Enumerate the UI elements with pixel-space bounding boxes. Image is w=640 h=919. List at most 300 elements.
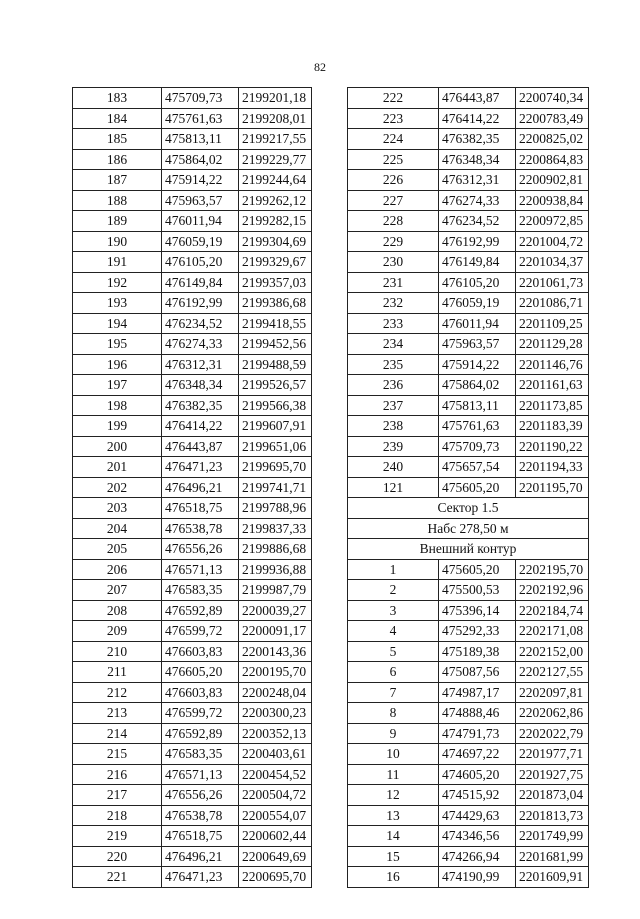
x-coordinate-cell: 474888,46 xyxy=(439,703,516,724)
x-coordinate-cell: 474429,63 xyxy=(439,805,516,826)
x-coordinate-cell: 474605,20 xyxy=(439,764,516,785)
point-number-cell: 224 xyxy=(348,129,439,150)
y-coordinate-cell: 2199304,69 xyxy=(239,231,312,252)
point-number-cell: 203 xyxy=(73,498,162,519)
table-row xyxy=(73,170,312,191)
table-row xyxy=(73,723,312,744)
point-number-cell: 199 xyxy=(73,416,162,437)
point-number-cell: 209 xyxy=(73,621,162,642)
table-row xyxy=(73,436,312,457)
point-number-cell: 186 xyxy=(73,149,162,170)
y-coordinate-cell: 2201183,39 xyxy=(516,416,589,437)
table-row xyxy=(348,190,589,211)
table-row xyxy=(348,334,589,355)
table-row xyxy=(73,641,312,662)
y-coordinate-cell: 2200902,81 xyxy=(516,170,589,191)
table-row xyxy=(348,149,589,170)
y-coordinate-cell: 2202127,55 xyxy=(516,662,589,683)
point-number-cell: 237 xyxy=(348,395,439,416)
y-coordinate-cell: 2199651,06 xyxy=(239,436,312,457)
coordinates-table-right xyxy=(347,87,589,888)
x-coordinate-cell: 476471,23 xyxy=(162,457,239,478)
table-row xyxy=(348,580,589,601)
point-number-cell: 232 xyxy=(348,293,439,314)
x-coordinate-cell: 476603,83 xyxy=(162,641,239,662)
x-coordinate-cell: 476496,21 xyxy=(162,477,239,498)
x-coordinate-cell: 476518,75 xyxy=(162,826,239,847)
y-coordinate-cell: 2200143,36 xyxy=(239,641,312,662)
y-coordinate-cell: 2199741,71 xyxy=(239,477,312,498)
y-coordinate-cell: 2200403,61 xyxy=(239,744,312,765)
point-number-cell: 239 xyxy=(348,436,439,457)
x-coordinate-cell: 476592,89 xyxy=(162,600,239,621)
y-coordinate-cell: 2199488,59 xyxy=(239,354,312,375)
point-number-cell: 214 xyxy=(73,723,162,744)
table-row xyxy=(348,785,589,806)
x-coordinate-cell: 474697,22 xyxy=(439,744,516,765)
point-number-cell: 218 xyxy=(73,805,162,826)
table-row xyxy=(348,682,589,703)
point-number-cell: 238 xyxy=(348,416,439,437)
table-row xyxy=(348,272,589,293)
y-coordinate-cell: 2201681,99 xyxy=(516,846,589,867)
x-coordinate-cell: 474987,17 xyxy=(439,682,516,703)
y-coordinate-cell: 2201146,76 xyxy=(516,354,589,375)
table-row xyxy=(348,744,589,765)
point-number-cell: 191 xyxy=(73,252,162,273)
sector-title-row xyxy=(348,498,589,519)
point-number-cell: 217 xyxy=(73,785,162,806)
point-number-cell: 235 xyxy=(348,354,439,375)
point-number-cell: 204 xyxy=(73,518,162,539)
y-coordinate-cell: 2199282,15 xyxy=(239,211,312,232)
point-number-cell: 185 xyxy=(73,129,162,150)
y-coordinate-cell: 2201977,71 xyxy=(516,744,589,765)
x-coordinate-cell: 475813,11 xyxy=(439,395,516,416)
x-coordinate-cell: 476571,13 xyxy=(162,764,239,785)
table-row xyxy=(73,457,312,478)
table-row xyxy=(73,88,312,109)
y-coordinate-cell: 2201927,75 xyxy=(516,764,589,785)
coordinates-table-left xyxy=(72,87,312,888)
point-number-cell: 230 xyxy=(348,252,439,273)
table-row xyxy=(348,375,589,396)
y-coordinate-cell: 2202192,96 xyxy=(516,580,589,601)
y-coordinate-cell: 2201173,85 xyxy=(516,395,589,416)
x-coordinate-cell: 476312,31 xyxy=(439,170,516,191)
y-coordinate-cell: 2201034,37 xyxy=(516,252,589,273)
point-number-cell: 229 xyxy=(348,231,439,252)
y-coordinate-cell: 2200972,85 xyxy=(516,211,589,232)
point-number-cell: 192 xyxy=(73,272,162,293)
y-coordinate-cell: 2201609,91 xyxy=(516,867,589,888)
y-coordinate-cell: 2199936,88 xyxy=(239,559,312,580)
x-coordinate-cell: 475914,22 xyxy=(162,170,239,191)
x-coordinate-cell: 474515,92 xyxy=(439,785,516,806)
x-coordinate-cell: 476274,33 xyxy=(439,190,516,211)
point-number-cell: 225 xyxy=(348,149,439,170)
x-coordinate-cell: 476149,84 xyxy=(439,252,516,273)
x-coordinate-cell: 475761,63 xyxy=(162,108,239,129)
table-row xyxy=(348,129,589,150)
contour-title-row xyxy=(348,539,589,560)
x-coordinate-cell: 476059,19 xyxy=(162,231,239,252)
point-number-cell: 190 xyxy=(73,231,162,252)
point-number-cell: 236 xyxy=(348,375,439,396)
table-row xyxy=(73,252,312,273)
x-coordinate-cell: 476605,20 xyxy=(162,662,239,683)
y-coordinate-cell: 2199262,12 xyxy=(239,190,312,211)
y-coordinate-cell: 2200248,04 xyxy=(239,682,312,703)
y-coordinate-cell: 2201749,99 xyxy=(516,826,589,847)
table-row xyxy=(348,764,589,785)
y-coordinate-cell: 2202171,08 xyxy=(516,621,589,642)
y-coordinate-cell: 2201161,63 xyxy=(516,375,589,396)
y-coordinate-cell: 2201061,73 xyxy=(516,272,589,293)
y-coordinate-cell: 2200300,23 xyxy=(239,703,312,724)
table-row xyxy=(73,703,312,724)
y-coordinate-cell: 2200554,07 xyxy=(239,805,312,826)
x-coordinate-cell: 476496,21 xyxy=(162,846,239,867)
point-number-cell: 16 xyxy=(348,867,439,888)
table-row xyxy=(348,416,589,437)
point-number-cell: 205 xyxy=(73,539,162,560)
y-coordinate-cell: 2199695,70 xyxy=(239,457,312,478)
y-coordinate-cell: 2202152,00 xyxy=(516,641,589,662)
point-number-cell: 188 xyxy=(73,190,162,211)
x-coordinate-cell: 476583,35 xyxy=(162,744,239,765)
y-coordinate-cell: 2200864,83 xyxy=(516,149,589,170)
table-row xyxy=(73,867,312,888)
sector-habs-row xyxy=(348,518,589,539)
point-number-cell: 202 xyxy=(73,477,162,498)
y-coordinate-cell: 2199208,01 xyxy=(239,108,312,129)
point-number-cell: 211 xyxy=(73,662,162,683)
point-number-cell: 189 xyxy=(73,211,162,232)
table-row xyxy=(73,744,312,765)
y-coordinate-cell: 2199229,77 xyxy=(239,149,312,170)
x-coordinate-cell: 476443,87 xyxy=(439,88,516,109)
x-coordinate-cell: 476583,35 xyxy=(162,580,239,601)
y-coordinate-cell: 2200649,69 xyxy=(239,846,312,867)
point-number-cell: 3 xyxy=(348,600,439,621)
y-coordinate-cell: 2199386,68 xyxy=(239,293,312,314)
y-coordinate-cell: 2199418,55 xyxy=(239,313,312,334)
table-row xyxy=(348,641,589,662)
point-number-cell: 13 xyxy=(348,805,439,826)
y-coordinate-cell: 2201086,71 xyxy=(516,293,589,314)
y-coordinate-cell: 2200825,02 xyxy=(516,129,589,150)
y-coordinate-cell: 2199217,55 xyxy=(239,129,312,150)
y-coordinate-cell: 2200352,13 xyxy=(239,723,312,744)
y-coordinate-cell: 2199837,33 xyxy=(239,518,312,539)
x-coordinate-cell: 476011,94 xyxy=(439,313,516,334)
y-coordinate-cell: 2202097,81 xyxy=(516,682,589,703)
table-row xyxy=(348,477,589,498)
table-row xyxy=(73,600,312,621)
y-coordinate-cell: 2201195,70 xyxy=(516,477,589,498)
x-coordinate-cell: 474791,73 xyxy=(439,723,516,744)
x-coordinate-cell: 476414,22 xyxy=(439,108,516,129)
point-number-cell: 207 xyxy=(73,580,162,601)
x-coordinate-cell: 476571,13 xyxy=(162,559,239,580)
point-number-cell: 6 xyxy=(348,662,439,683)
table-row xyxy=(73,108,312,129)
table-row xyxy=(348,313,589,334)
y-coordinate-cell: 2199244,64 xyxy=(239,170,312,191)
table-row xyxy=(348,354,589,375)
table-row xyxy=(73,682,312,703)
point-number-cell: 231 xyxy=(348,272,439,293)
y-coordinate-cell: 2201109,25 xyxy=(516,313,589,334)
y-coordinate-cell: 2199607,91 xyxy=(239,416,312,437)
table-row xyxy=(73,293,312,314)
point-number-cell: 234 xyxy=(348,334,439,355)
x-coordinate-cell: 476556,26 xyxy=(162,539,239,560)
y-coordinate-cell: 2200504,72 xyxy=(239,785,312,806)
table-row xyxy=(348,395,589,416)
point-number-cell: 5 xyxy=(348,641,439,662)
x-coordinate-cell: 476382,35 xyxy=(439,129,516,150)
point-number-cell: 2 xyxy=(348,580,439,601)
x-coordinate-cell: 474346,56 xyxy=(439,826,516,847)
x-coordinate-cell: 476518,75 xyxy=(162,498,239,519)
y-coordinate-cell: 2201129,28 xyxy=(516,334,589,355)
y-coordinate-cell: 2200740,34 xyxy=(516,88,589,109)
contour-title: Внешний контур xyxy=(348,539,589,560)
y-coordinate-cell: 2199201,18 xyxy=(239,88,312,109)
table-row xyxy=(73,559,312,580)
y-coordinate-cell: 2200602,44 xyxy=(239,826,312,847)
x-coordinate-cell: 476192,99 xyxy=(439,231,516,252)
point-number-cell: 210 xyxy=(73,641,162,662)
table-row xyxy=(348,805,589,826)
y-coordinate-cell: 2199987,79 xyxy=(239,580,312,601)
x-coordinate-cell: 475813,11 xyxy=(162,129,239,150)
x-coordinate-cell: 476234,52 xyxy=(439,211,516,232)
point-number-cell: 201 xyxy=(73,457,162,478)
y-coordinate-cell: 2200039,27 xyxy=(239,600,312,621)
x-coordinate-cell: 476234,52 xyxy=(162,313,239,334)
x-coordinate-cell: 476011,94 xyxy=(162,211,239,232)
sector-habs: Набс 278,50 м xyxy=(348,518,589,539)
point-number-cell: 212 xyxy=(73,682,162,703)
x-coordinate-cell: 476192,99 xyxy=(162,293,239,314)
table-row xyxy=(348,211,589,232)
y-coordinate-cell: 2202195,70 xyxy=(516,559,589,580)
x-coordinate-cell: 475500,53 xyxy=(439,580,516,601)
x-coordinate-cell: 475292,33 xyxy=(439,621,516,642)
point-number-cell: 195 xyxy=(73,334,162,355)
x-coordinate-cell: 476414,22 xyxy=(162,416,239,437)
table-row xyxy=(73,272,312,293)
table-row xyxy=(348,559,589,580)
x-coordinate-cell: 475605,20 xyxy=(439,559,516,580)
y-coordinate-cell: 2199886,68 xyxy=(239,539,312,560)
x-coordinate-cell: 476599,72 xyxy=(162,621,239,642)
point-number-cell: 194 xyxy=(73,313,162,334)
x-coordinate-cell: 476471,23 xyxy=(162,867,239,888)
y-coordinate-cell: 2200938,84 xyxy=(516,190,589,211)
x-coordinate-cell: 474266,94 xyxy=(439,846,516,867)
table-row xyxy=(348,457,589,478)
point-number-cell: 213 xyxy=(73,703,162,724)
table-row xyxy=(348,600,589,621)
point-number-cell: 208 xyxy=(73,600,162,621)
point-number-cell: 8 xyxy=(348,703,439,724)
point-number-cell: 226 xyxy=(348,170,439,191)
point-number-cell: 10 xyxy=(348,744,439,765)
table-row xyxy=(73,580,312,601)
point-number-cell: 233 xyxy=(348,313,439,334)
table-row xyxy=(73,334,312,355)
y-coordinate-cell: 2202184,74 xyxy=(516,600,589,621)
point-number-cell: 193 xyxy=(73,293,162,314)
x-coordinate-cell: 476312,31 xyxy=(162,354,239,375)
point-number-cell: 228 xyxy=(348,211,439,232)
table-row xyxy=(348,88,589,109)
y-coordinate-cell: 2199452,56 xyxy=(239,334,312,355)
y-coordinate-cell: 2201813,73 xyxy=(516,805,589,826)
y-coordinate-cell: 2200695,70 xyxy=(239,867,312,888)
table-row xyxy=(73,190,312,211)
table-row xyxy=(73,313,312,334)
point-number-cell: 198 xyxy=(73,395,162,416)
x-coordinate-cell: 475914,22 xyxy=(439,354,516,375)
y-coordinate-cell: 2199357,03 xyxy=(239,272,312,293)
table-row xyxy=(73,211,312,232)
x-coordinate-cell: 475864,02 xyxy=(162,149,239,170)
table-row xyxy=(73,785,312,806)
table-row xyxy=(348,293,589,314)
x-coordinate-cell: 474190,99 xyxy=(439,867,516,888)
table-row xyxy=(348,231,589,252)
x-coordinate-cell: 475189,38 xyxy=(439,641,516,662)
page-number: 82 xyxy=(314,60,326,74)
x-coordinate-cell: 475087,56 xyxy=(439,662,516,683)
table-row xyxy=(73,846,312,867)
point-number-cell: 240 xyxy=(348,457,439,478)
table-row xyxy=(73,416,312,437)
table-row xyxy=(73,518,312,539)
table-row xyxy=(348,436,589,457)
table-row xyxy=(348,108,589,129)
x-coordinate-cell: 476538,78 xyxy=(162,805,239,826)
y-coordinate-cell: 2200454,52 xyxy=(239,764,312,785)
table-row xyxy=(348,662,589,683)
x-coordinate-cell: 476599,72 xyxy=(162,703,239,724)
y-coordinate-cell: 2201190,22 xyxy=(516,436,589,457)
point-number-cell: 206 xyxy=(73,559,162,580)
table-row xyxy=(348,252,589,273)
y-coordinate-cell: 2202062,86 xyxy=(516,703,589,724)
point-number-cell: 222 xyxy=(348,88,439,109)
table-row xyxy=(73,805,312,826)
point-number-cell: 220 xyxy=(73,846,162,867)
point-number-cell: 219 xyxy=(73,826,162,847)
table-row xyxy=(348,826,589,847)
point-number-cell: 197 xyxy=(73,375,162,396)
x-coordinate-cell: 475761,63 xyxy=(439,416,516,437)
point-number-cell: 223 xyxy=(348,108,439,129)
table-row xyxy=(73,621,312,642)
table-row xyxy=(348,867,589,888)
x-coordinate-cell: 475605,20 xyxy=(439,477,516,498)
x-coordinate-cell: 476149,84 xyxy=(162,272,239,293)
x-coordinate-cell: 476382,35 xyxy=(162,395,239,416)
point-number-cell: 1 xyxy=(348,559,439,580)
x-coordinate-cell: 476538,78 xyxy=(162,518,239,539)
table-row xyxy=(73,231,312,252)
y-coordinate-cell: 2200783,49 xyxy=(516,108,589,129)
point-number-cell: 15 xyxy=(348,846,439,867)
x-coordinate-cell: 476556,26 xyxy=(162,785,239,806)
x-coordinate-cell: 476105,20 xyxy=(439,272,516,293)
point-number-cell: 227 xyxy=(348,190,439,211)
x-coordinate-cell: 475963,57 xyxy=(162,190,239,211)
x-coordinate-cell: 475396,14 xyxy=(439,600,516,621)
point-number-cell: 187 xyxy=(73,170,162,191)
x-coordinate-cell: 476348,34 xyxy=(162,375,239,396)
y-coordinate-cell: 2200195,70 xyxy=(239,662,312,683)
point-number-cell: 184 xyxy=(73,108,162,129)
point-number-cell: 7 xyxy=(348,682,439,703)
x-coordinate-cell: 476592,89 xyxy=(162,723,239,744)
x-coordinate-cell: 476274,33 xyxy=(162,334,239,355)
table-row xyxy=(73,129,312,150)
point-number-cell: 12 xyxy=(348,785,439,806)
table-row xyxy=(348,723,589,744)
x-coordinate-cell: 476105,20 xyxy=(162,252,239,273)
table-row xyxy=(73,662,312,683)
point-number-cell: 183 xyxy=(73,88,162,109)
table-row xyxy=(73,539,312,560)
x-coordinate-cell: 475963,57 xyxy=(439,334,516,355)
x-coordinate-cell: 476603,83 xyxy=(162,682,239,703)
y-coordinate-cell: 2199788,96 xyxy=(239,498,312,519)
point-number-cell: 14 xyxy=(348,826,439,847)
x-coordinate-cell: 475709,73 xyxy=(439,436,516,457)
point-number-cell: 4 xyxy=(348,621,439,642)
point-number-cell: 196 xyxy=(73,354,162,375)
x-coordinate-cell: 475657,54 xyxy=(439,457,516,478)
x-coordinate-cell: 476443,87 xyxy=(162,436,239,457)
table-row xyxy=(73,764,312,785)
point-number-cell: 215 xyxy=(73,744,162,765)
table-row xyxy=(348,703,589,724)
point-number-cell: 216 xyxy=(73,764,162,785)
table-row xyxy=(73,149,312,170)
table-row xyxy=(73,375,312,396)
point-number-cell: 11 xyxy=(348,764,439,785)
y-coordinate-cell: 2200091,17 xyxy=(239,621,312,642)
table-row xyxy=(73,826,312,847)
table-row xyxy=(348,621,589,642)
point-number-cell: 200 xyxy=(73,436,162,457)
point-number-cell: 9 xyxy=(348,723,439,744)
table-row xyxy=(348,170,589,191)
x-coordinate-cell: 476059,19 xyxy=(439,293,516,314)
x-coordinate-cell: 475709,73 xyxy=(162,88,239,109)
x-coordinate-cell: 476348,34 xyxy=(439,149,516,170)
y-coordinate-cell: 2202022,79 xyxy=(516,723,589,744)
sector-title: Сектор 1.5 xyxy=(348,498,589,519)
table-row xyxy=(73,477,312,498)
table-row xyxy=(348,846,589,867)
point-number-cell: 221 xyxy=(73,867,162,888)
table-row xyxy=(73,395,312,416)
y-coordinate-cell: 2199329,67 xyxy=(239,252,312,273)
